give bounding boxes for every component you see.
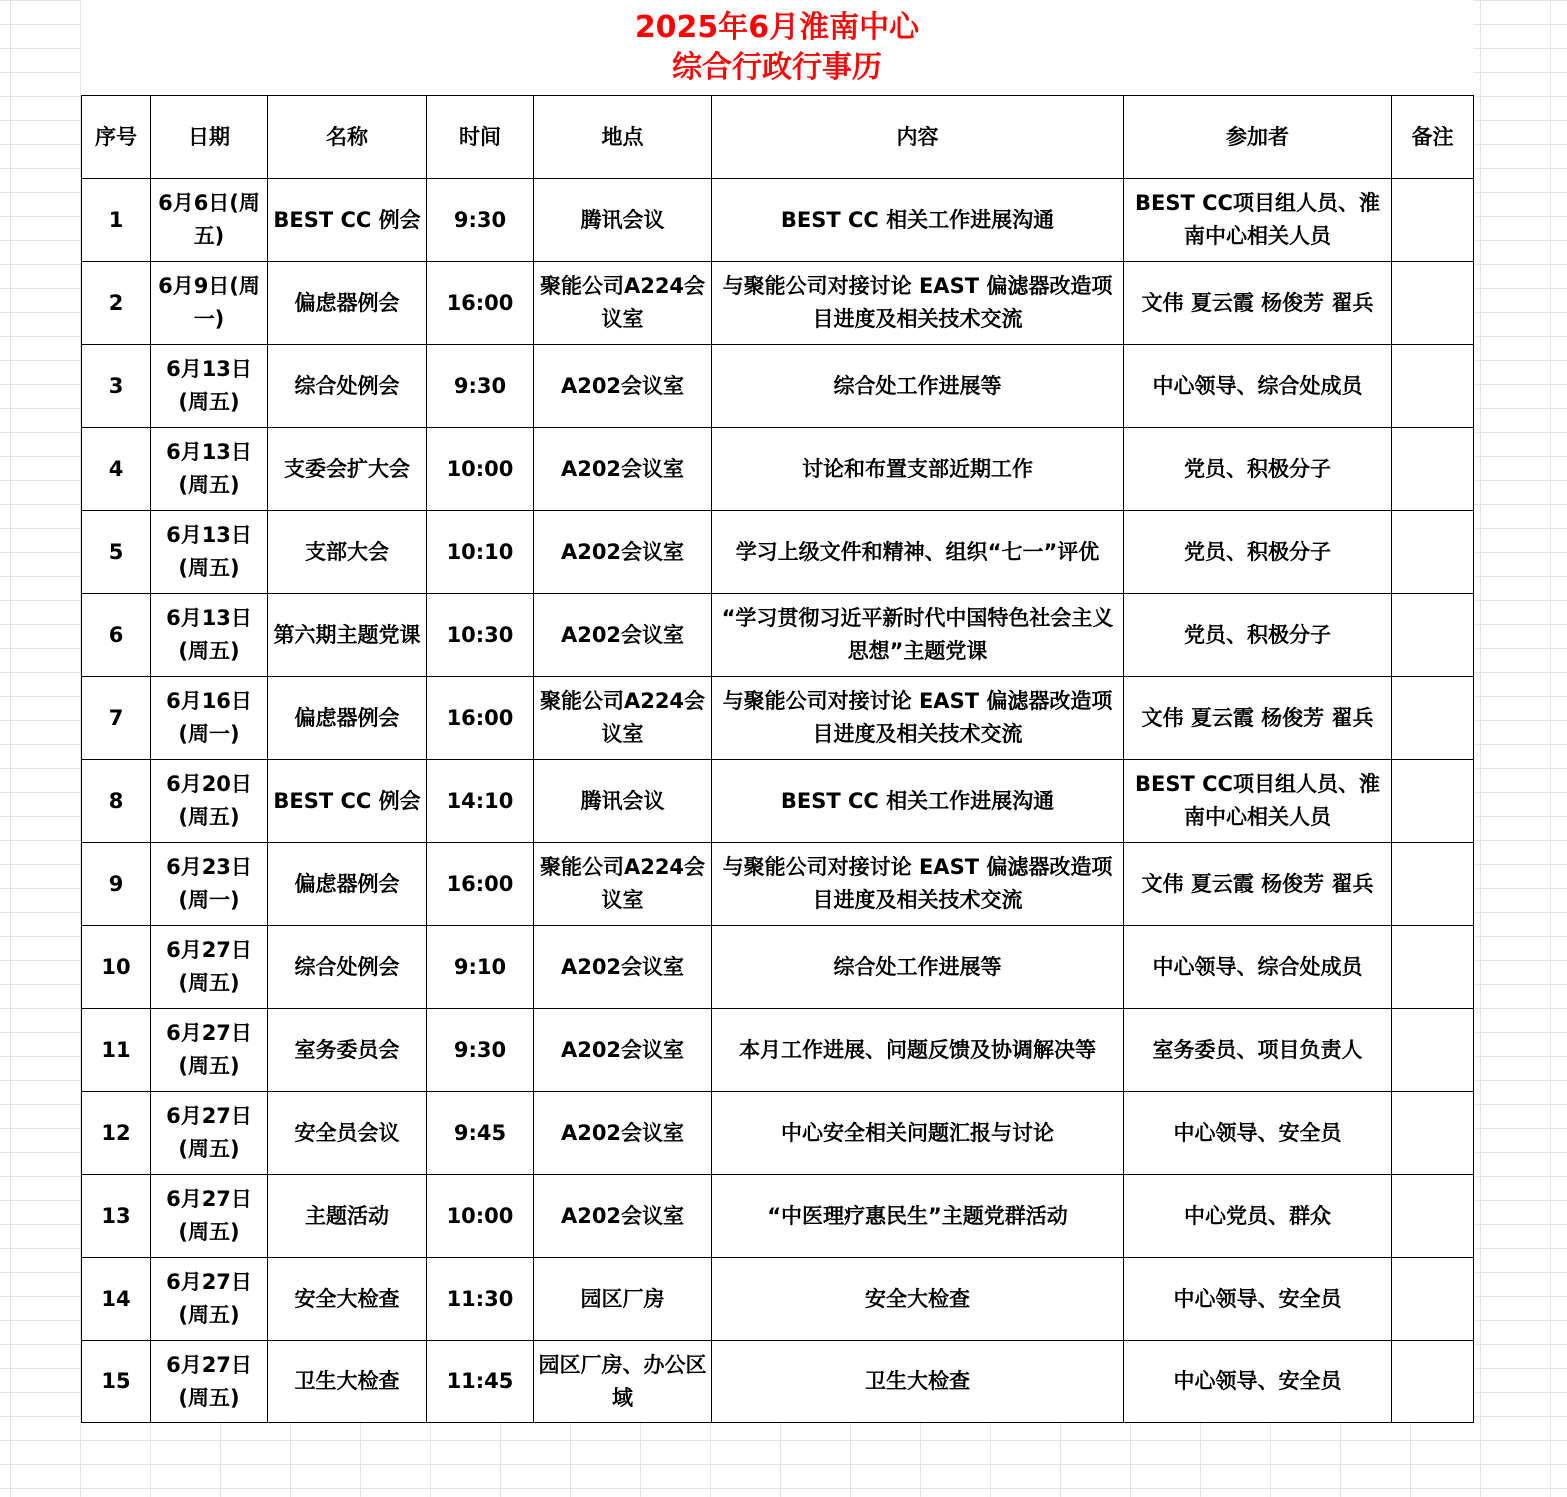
cell-attendees[interactable]: 中心领导、安全员 <box>1124 1258 1392 1341</box>
cell-time[interactable]: 16:00 <box>427 677 534 760</box>
table-row <box>82 760 1474 843</box>
cell-attendees[interactable]: 中心领导、安全员 <box>1124 1092 1392 1175</box>
cell-place[interactable]: A202会议室 <box>534 1092 712 1175</box>
cell-place[interactable]: A202会议室 <box>534 428 712 511</box>
cell-name[interactable]: 室务委员会 <box>268 1009 427 1092</box>
cell-place[interactable]: 园区厂房、办公区域 <box>534 1341 712 1423</box>
cell-name[interactable]: 偏虑器例会 <box>268 843 427 926</box>
cell-note[interactable] <box>1392 594 1474 677</box>
cell-date[interactable]: 6月23日(周一) <box>151 843 268 926</box>
cell-date[interactable]: 6月20日(周五) <box>151 760 268 843</box>
cell-no[interactable]: 3 <box>82 345 151 428</box>
cell-no[interactable]: 11 <box>82 1009 151 1092</box>
header-cell-place[interactable]: 地点 <box>534 96 712 179</box>
cell-name[interactable]: 安全大检查 <box>268 1258 427 1341</box>
cell-note[interactable] <box>1392 345 1474 428</box>
cell-name[interactable]: 卫生大检查 <box>268 1341 427 1423</box>
cell-no[interactable]: 14 <box>82 1258 151 1341</box>
cell-date[interactable]: 6月27日(周五) <box>151 926 268 1009</box>
cell-time[interactable]: 10:00 <box>427 428 534 511</box>
cell-content[interactable]: “学习贯彻习近平新时代中国特色社会主义思想”主题党课 <box>712 594 1124 677</box>
cell-time[interactable]: 11:30 <box>427 1258 534 1341</box>
cell-time[interactable]: 11:45 <box>427 1341 534 1423</box>
cell-time[interactable]: 9:30 <box>427 1009 534 1092</box>
cell-name[interactable]: 安全员会议 <box>268 1092 427 1175</box>
cell-content[interactable]: 与聚能公司对接讨论 EAST 偏滤器改造项目进度及相关技术交流 <box>712 677 1124 760</box>
cell-content[interactable]: 综合处工作进展等 <box>712 926 1124 1009</box>
table-row <box>82 1175 1474 1258</box>
cell-note[interactable] <box>1392 1258 1474 1341</box>
cell-no[interactable]: 12 <box>82 1092 151 1175</box>
cell-content[interactable]: 卫生大检查 <box>712 1341 1124 1423</box>
cell-attendees[interactable]: 中心领导、综合处成员 <box>1124 345 1392 428</box>
cell-note[interactable] <box>1392 1009 1474 1092</box>
cell-time[interactable]: 9:30 <box>427 345 534 428</box>
cell-content[interactable]: 学习上级文件和精神、组织“七一”评优 <box>712 511 1124 594</box>
cell-time[interactable]: 9:10 <box>427 926 534 1009</box>
table-row <box>82 179 1474 262</box>
cell-no[interactable]: 10 <box>82 926 151 1009</box>
cell-content[interactable]: “中医理疗惠民生”主题党群活动 <box>712 1175 1124 1258</box>
cell-attendees[interactable]: 党员、积极分子 <box>1124 594 1392 677</box>
cell-date[interactable]: 6月6日(周五) <box>151 179 268 262</box>
table-row <box>82 428 1474 511</box>
cell-date[interactable]: 6月13日(周五) <box>151 511 268 594</box>
cell-content[interactable]: 与聚能公司对接讨论 EAST 偏滤器改造项目进度及相关技术交流 <box>712 262 1124 345</box>
title-line-1: 2025年6月淮南中心 <box>634 9 920 45</box>
cell-attendees[interactable]: BEST CC项目组人员、淮南中心相关人员 <box>1124 760 1392 843</box>
cell-no[interactable]: 4 <box>82 428 151 511</box>
table-row <box>82 1258 1474 1341</box>
cell-place[interactable]: 腾讯会议 <box>534 760 712 843</box>
cell-name[interactable]: 支部大会 <box>268 511 427 594</box>
cell-no[interactable]: 13 <box>82 1175 151 1258</box>
header-cell-content[interactable]: 内容 <box>712 96 1124 179</box>
cell-note[interactable] <box>1392 179 1474 262</box>
cell-content[interactable]: 安全大检查 <box>712 1258 1124 1341</box>
cell-note[interactable] <box>1392 760 1474 843</box>
cell-no[interactable]: 2 <box>82 262 151 345</box>
cell-time[interactable]: 10:00 <box>427 1175 534 1258</box>
cell-date[interactable]: 6月13日(周五) <box>151 594 268 677</box>
cell-place[interactable]: A202会议室 <box>534 1175 712 1258</box>
cell-date[interactable]: 6月27日(周五) <box>151 1092 268 1175</box>
header-cell-time[interactable]: 时间 <box>427 96 534 179</box>
cell-no[interactable]: 9 <box>82 843 151 926</box>
cell-note[interactable] <box>1392 843 1474 926</box>
cell-no[interactable]: 5 <box>82 511 151 594</box>
cell-attendees[interactable]: 党员、积极分子 <box>1124 511 1392 594</box>
cell-name[interactable]: 主题活动 <box>268 1175 427 1258</box>
table-row <box>82 1009 1474 1092</box>
cell-content[interactable]: 与聚能公司对接讨论 EAST 偏滤器改造项目进度及相关技术交流 <box>712 843 1124 926</box>
cell-name[interactable]: 支委会扩大会 <box>268 428 427 511</box>
table-row <box>82 677 1474 760</box>
cell-no[interactable]: 15 <box>82 1341 151 1423</box>
cell-attendees[interactable]: 中心领导、综合处成员 <box>1124 926 1392 1009</box>
table-row <box>82 843 1474 926</box>
cell-time[interactable]: 16:00 <box>427 262 534 345</box>
cell-attendees[interactable]: 党员、积极分子 <box>1124 428 1392 511</box>
cell-place[interactable]: 聚能公司A224会议室 <box>534 677 712 760</box>
cell-place[interactable]: A202会议室 <box>534 594 712 677</box>
cell-content[interactable]: 中心安全相关问题汇报与讨论 <box>712 1092 1124 1175</box>
header-cell-name[interactable]: 名称 <box>268 96 427 179</box>
cell-date[interactable]: 6月13日(周五) <box>151 345 268 428</box>
cell-place[interactable]: 聚能公司A224会议室 <box>534 843 712 926</box>
table-row <box>82 345 1474 428</box>
cell-place[interactable]: 腾讯会议 <box>534 179 712 262</box>
cell-date[interactable]: 6月13日(周五) <box>151 428 268 511</box>
cell-date[interactable]: 6月16日(周一) <box>151 677 268 760</box>
cell-name[interactable]: BEST CC 例会 <box>268 179 427 262</box>
cell-no[interactable]: 8 <box>82 760 151 843</box>
table-row <box>82 1092 1474 1175</box>
table-row <box>82 1341 1474 1423</box>
cell-date[interactable]: 6月27日(周五) <box>151 1341 268 1423</box>
cell-attendees[interactable]: 文伟 夏云霞 杨俊芳 翟兵 <box>1124 677 1392 760</box>
table-row <box>82 594 1474 677</box>
cell-name[interactable]: 综合处例会 <box>268 926 427 1009</box>
cell-content[interactable]: 综合处工作进展等 <box>712 345 1124 428</box>
table-row <box>82 926 1474 1009</box>
cell-attendees[interactable]: 文伟 夏云霞 杨俊芳 翟兵 <box>1124 262 1392 345</box>
cell-note[interactable] <box>1392 262 1474 345</box>
cell-note[interactable] <box>1392 428 1474 511</box>
header-cell-date[interactable]: 日期 <box>151 96 268 179</box>
header-cell-no[interactable]: 序号 <box>82 96 151 179</box>
header-cell-note[interactable]: 备注 <box>1392 96 1474 179</box>
cell-date[interactable]: 6月27日(周五) <box>151 1009 268 1092</box>
cell-name[interactable]: 综合处例会 <box>268 345 427 428</box>
cell-date[interactable]: 6月27日(周五) <box>151 1175 268 1258</box>
cell-name[interactable]: 第六期主题党课 <box>268 594 427 677</box>
cell-date[interactable]: 6月27日(周五) <box>151 1258 268 1341</box>
cell-name[interactable]: BEST CC 例会 <box>268 760 427 843</box>
cell-attendees[interactable]: 室务委员、项目负责人 <box>1124 1009 1392 1092</box>
cell-no[interactable]: 6 <box>82 594 151 677</box>
title-line-2: 综合行政行事历 <box>672 49 882 85</box>
cell-note[interactable] <box>1392 926 1474 1009</box>
table-row <box>82 262 1474 345</box>
cell-attendees[interactable]: 中心党员、群众 <box>1124 1175 1392 1258</box>
cell-place[interactable]: 园区厂房 <box>534 1258 712 1341</box>
cell-time[interactable]: 16:00 <box>427 843 534 926</box>
cell-no[interactable]: 1 <box>82 179 151 262</box>
cell-no[interactable]: 7 <box>82 677 151 760</box>
cell-time[interactable]: 10:10 <box>427 511 534 594</box>
cell-attendees[interactable]: 文伟 夏云霞 杨俊芳 翟兵 <box>1124 843 1392 926</box>
cell-note[interactable] <box>1392 677 1474 760</box>
cell-place[interactable]: A202会议室 <box>534 511 712 594</box>
cell-time[interactable]: 9:30 <box>427 179 534 262</box>
cell-note[interactable] <box>1392 511 1474 594</box>
cell-attendees[interactable]: BEST CC项目组人员、淮南中心相关人员 <box>1124 179 1392 262</box>
cell-time[interactable]: 10:30 <box>427 594 534 677</box>
cell-date[interactable]: 6月9日(周一) <box>151 262 268 345</box>
cell-name[interactable]: 偏虑器例会 <box>268 677 427 760</box>
cell-place[interactable]: 聚能公司A224会议室 <box>534 262 712 345</box>
cell-place[interactable]: A202会议室 <box>534 926 712 1009</box>
cell-name[interactable]: 偏虑器例会 <box>268 262 427 345</box>
cell-note[interactable] <box>1392 1092 1474 1175</box>
cell-attendees[interactable]: 中心领导、安全员 <box>1124 1341 1392 1423</box>
table-row <box>82 511 1474 594</box>
header-row <box>82 96 1474 179</box>
header-cell-attendees[interactable]: 参加者 <box>1124 96 1392 179</box>
cell-note[interactable] <box>1392 1175 1474 1258</box>
cell-content[interactable]: 本月工作进展、问题反馈及协调解决等 <box>712 1009 1124 1092</box>
cell-content[interactable]: BEST CC 相关工作进展沟通 <box>712 760 1124 843</box>
sheet-title <box>81 0 1473 95</box>
cell-note[interactable] <box>1392 1341 1474 1423</box>
cell-place[interactable]: A202会议室 <box>534 1009 712 1092</box>
cell-place[interactable]: A202会议室 <box>534 345 712 428</box>
cell-content[interactable]: 讨论和布置支部近期工作 <box>712 428 1124 511</box>
cell-time[interactable]: 14:10 <box>427 760 534 843</box>
cell-time[interactable]: 9:45 <box>427 1092 534 1175</box>
cell-content[interactable]: BEST CC 相关工作进展沟通 <box>712 179 1124 262</box>
schedule-table <box>81 95 1474 1423</box>
